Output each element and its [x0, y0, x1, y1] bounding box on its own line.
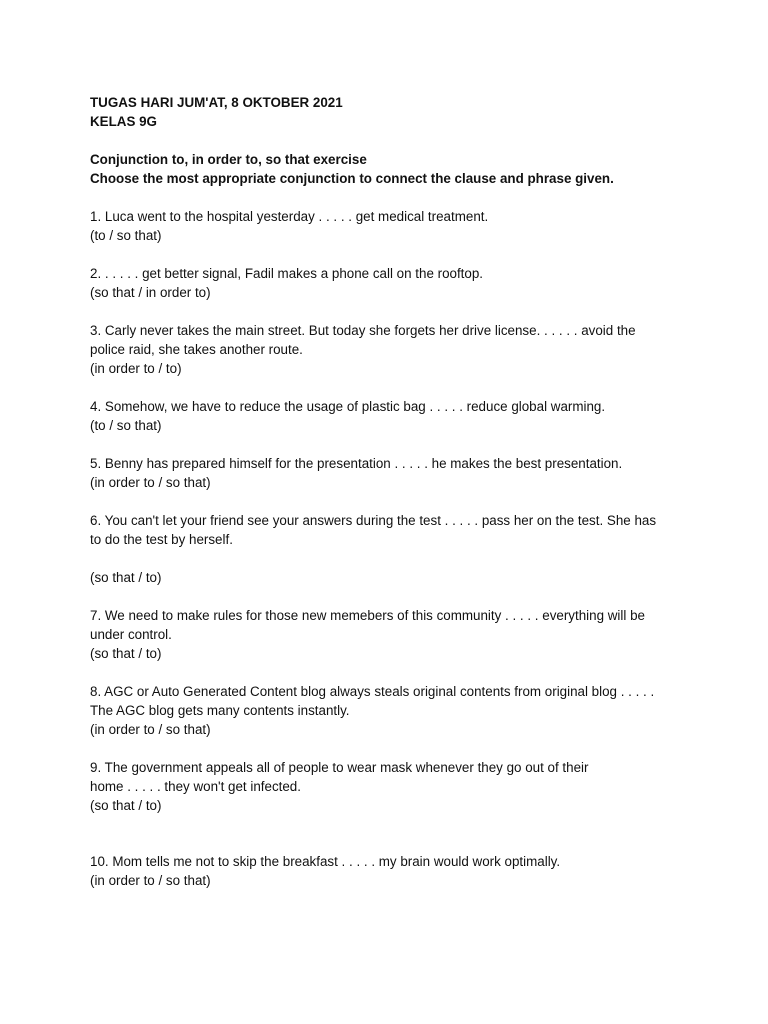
exercise-instruction: Choose the most appropriate conjunction to connect the clause and phrase given.: [90, 171, 614, 186]
spacer: [90, 302, 690, 321]
question-text: 6. You can't let your friend see your answers during the test . . . . . pass her on the test. She has: [90, 513, 657, 528]
worksheet: [90, 93, 690, 890]
question-text-continued: The AGC blog gets many contents instantly.: [90, 703, 350, 718]
spacer: [90, 131, 690, 150]
question-text: 7. We need to make rules for those new memebers of this community . . . . . everything will be: [90, 608, 645, 623]
question-item: [90, 758, 690, 815]
question-text: 5. Benny has prepared himself for the presentation . . . . . he makes the best presentation.: [90, 456, 623, 471]
question-text-continued: police raid, she takes another route.: [90, 342, 303, 357]
answer-options: (so that / in order to): [90, 285, 211, 300]
question-text: 10. Mom tells me not to skip the breakfast . . . . . my brain would work optimally.: [90, 854, 561, 869]
exercise-topic: Conjunction to, in order to, so that exercise: [90, 152, 367, 167]
question-item: [90, 454, 690, 492]
answer-options: (in order to / so that): [90, 722, 211, 737]
class-label: KELAS 9G: [90, 114, 157, 129]
answer-options: (in order to / so that): [90, 475, 211, 490]
answer-options: (to / so that): [90, 418, 162, 433]
question-item: [90, 207, 690, 245]
worksheet-title: TUGAS HARI JUM'AT, 8 OKTOBER 2021: [90, 95, 343, 110]
spacer: [90, 815, 690, 852]
spacer: [90, 245, 690, 264]
question-item: [90, 606, 690, 663]
question-text-continued: to do the test by herself.: [90, 532, 233, 547]
spacer: [90, 587, 690, 606]
answer-options: (in order to / to): [90, 361, 182, 376]
question-text-continued: home . . . . . they won't get infected.: [90, 779, 301, 794]
spacer: [90, 435, 690, 454]
question-item: [90, 511, 690, 587]
spacer: [90, 549, 690, 568]
question-text: 3. Carly never takes the main street. But today she forgets her drive license. . . . . . avoid the: [90, 323, 636, 338]
question-item: [90, 397, 690, 435]
spacer: [90, 378, 690, 397]
question-item: [90, 852, 690, 890]
answer-options: (to / so that): [90, 228, 162, 243]
question-text: 2. . . . . . get better signal, Fadil makes a phone call on the rooftop.: [90, 266, 484, 281]
question-text: 1. Luca went to the hospital yesterday . . . . . get medical treatment.: [90, 209, 489, 224]
question-text: 8. AGC or Auto Generated Content blog always steals original contents from original blog . . . . .: [90, 684, 655, 699]
question-item: [90, 321, 690, 378]
question-text: 4. Somehow, we have to reduce the usage of plastic bag . . . . . reduce global warming.: [90, 399, 606, 414]
spacer: [90, 739, 690, 758]
answer-options: (so that / to): [90, 570, 162, 585]
spacer: [90, 492, 690, 511]
answer-options: (so that / to): [90, 798, 162, 813]
question-item: [90, 264, 690, 302]
answer-options: (so that / to): [90, 646, 162, 661]
question-text: 9. The government appeals all of people to wear mask whenever they go out of their: [90, 760, 589, 775]
answer-options: (in order to / so that): [90, 873, 211, 888]
question-text-continued: under control.: [90, 627, 172, 642]
spacer: [90, 188, 690, 207]
question-item: [90, 682, 690, 739]
spacer: [90, 663, 690, 682]
